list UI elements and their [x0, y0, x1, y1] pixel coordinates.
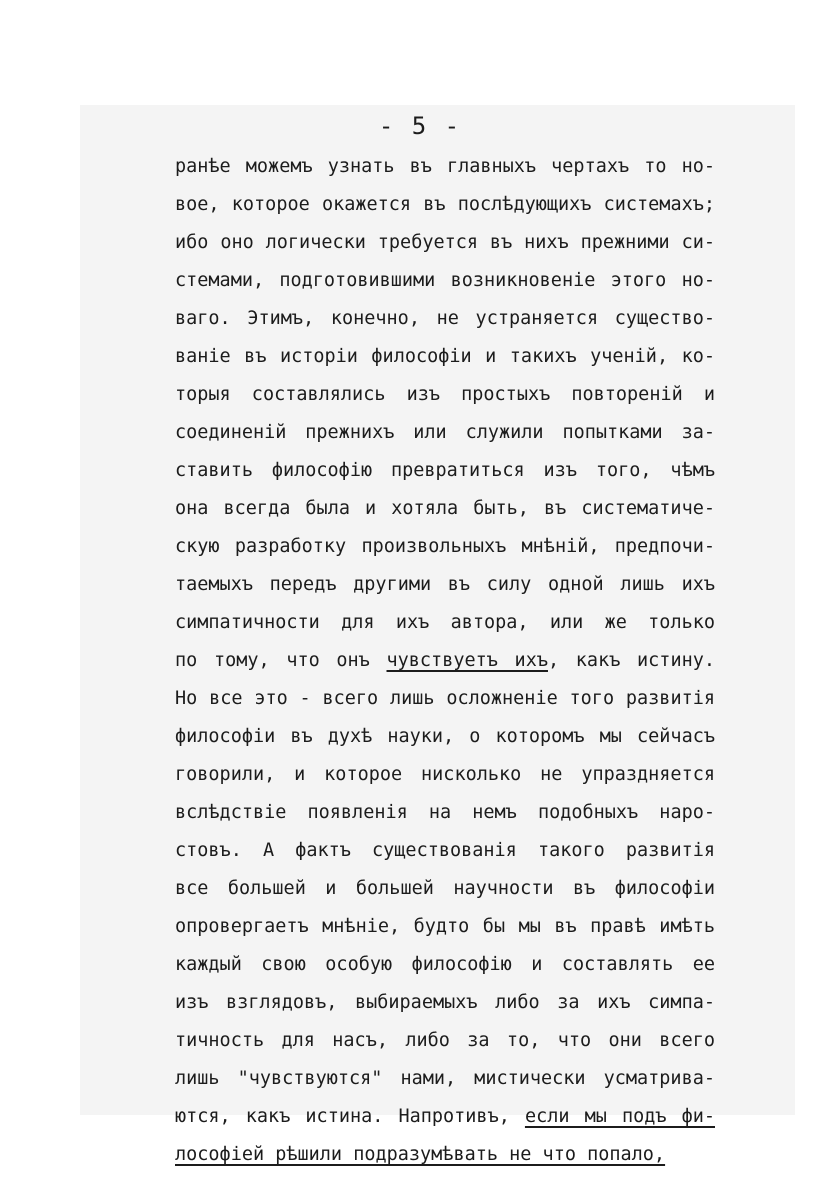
text-line	[175, 1136, 715, 1174]
line-text: говорили, и которое нисколько не упраздняется	[175, 764, 715, 785]
text-line	[175, 680, 715, 718]
line-text: соединеній прежнихъ или служили попытками за-	[175, 422, 715, 443]
text-line	[175, 414, 715, 452]
text-line	[175, 148, 715, 186]
text-line	[175, 1098, 715, 1136]
text-line	[175, 946, 715, 984]
text-line	[175, 908, 715, 946]
text-line	[175, 1060, 715, 1098]
text-line	[175, 528, 715, 566]
line-text: ются, какъ истина. Напротивъ,	[175, 1106, 525, 1127]
text-line	[175, 566, 715, 604]
line-text: изъ взглядовъ, выбираемыхъ либо за ихъ симпа-	[175, 992, 715, 1013]
line-text: скую разработку произвольныхъ мнѣній, предпочи-	[175, 536, 715, 557]
line-text: тичность для насъ, либо за то, что они всего	[175, 1030, 715, 1051]
text-line	[175, 490, 715, 528]
text-line	[175, 832, 715, 870]
text-line	[175, 452, 715, 490]
text-line	[175, 870, 715, 908]
line-text: торыя составлялись изъ простыхъ повтореній и	[175, 384, 715, 405]
text-line	[175, 794, 715, 832]
line-text: стемами, подготовившими возникновеніе этого но-	[175, 270, 715, 291]
underlined-text: лософіей рѣшили подразумѣвать не что попало,	[175, 1144, 666, 1165]
line-text: философіи въ духѣ науки, о которомъ мы сейчасъ	[175, 726, 715, 747]
line-text: вое, которое окажется въ послѣдующихъ системахъ;	[175, 194, 715, 215]
line-text: ранѣе можемъ узнать въ главныхъ чертахъ то но-	[175, 156, 715, 177]
underlined-text: чувствуетъ ихъ	[386, 650, 548, 671]
text-line	[175, 338, 715, 376]
body-text	[175, 148, 715, 1174]
line-text: , какъ истину.	[547, 650, 715, 671]
text-line	[175, 604, 715, 642]
line-text: лишь "чувствуются" нами, мистически усматрива-	[175, 1068, 715, 1089]
text-line	[175, 1022, 715, 1060]
line-text: таемыхъ передъ другими въ силу одной лишь ихъ	[175, 574, 715, 595]
line-text: Но все это - всего лишь осложненіе того развитія	[175, 688, 715, 709]
text-line	[175, 186, 715, 224]
text-line	[175, 718, 715, 756]
line-text: все большей и большей научности въ философіи	[175, 878, 715, 899]
text-line	[175, 984, 715, 1022]
line-text: ваго. Этимъ, конечно, не устраняется существо-	[175, 308, 715, 329]
text-line	[175, 300, 715, 338]
line-text: ибо оно логически требуется въ нихъ прежними си-	[175, 232, 715, 253]
line-text: симпатичности для ихъ автора, или же только	[175, 612, 715, 633]
text-line	[175, 262, 715, 300]
line-text: ставить философію превратиться изъ того, чѣмъ	[175, 460, 715, 481]
line-text: по тому, что онъ	[175, 650, 387, 671]
text-line	[175, 224, 715, 262]
text-line	[175, 642, 715, 680]
line-text: она всегда была и хотяла быть, въ систематиче-	[175, 498, 715, 519]
line-text: вслѣдствіе появленія на немъ подобныхъ наро-	[175, 802, 715, 823]
page-number: - 5 -	[378, 112, 462, 140]
line-text: каждый свою особую философію и составлять ее	[175, 954, 715, 975]
underlined-text: если мы подъ фи-	[524, 1106, 715, 1127]
line-text: опровергаетъ мнѣніе, будто бы мы въ правѣ имѣть	[175, 916, 715, 937]
line-text: стовъ. А фактъ существованія такого развитія	[175, 840, 715, 861]
text-line	[175, 376, 715, 414]
text-line	[175, 756, 715, 794]
line-text: ваніе въ исторіи философіи и такихъ ученій, ко-	[175, 346, 715, 367]
